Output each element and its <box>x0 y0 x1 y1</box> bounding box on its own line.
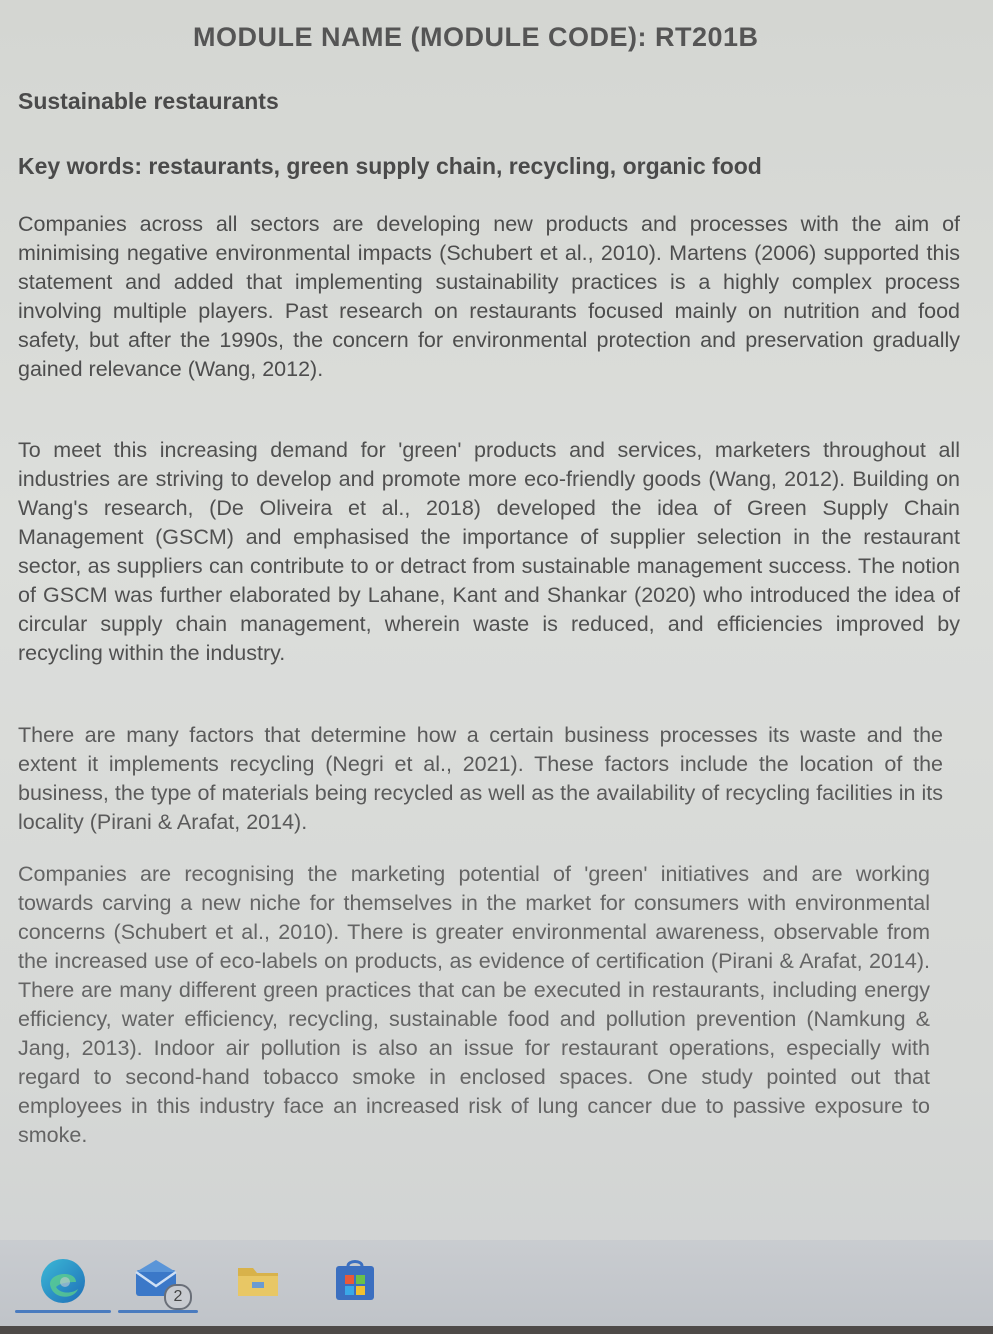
module-title: MODULE NAME (MODULE CODE): RT201B <box>193 22 759 52</box>
paragraph: Companies across all sectors are developing new products and processes with the aim of minimising negative environmental impacts (Schubert et al., 2010). Martens (2006) supported this statement and added that implementing sustainability practices is a highly complex process involving multiple players. Past research on restaurants focused mainly on nutrition and food safety, but after the 1990s, the concern for environmental protection and preservation gradually gained relevance (Wang, 2012). <box>18 212 960 381</box>
paragraph: To meet this increasing demand for 'green' products and services, marketers throughout all industries are striving to develop and promote more eco-friendly goods (Wang, 2012). Building on Wang's research, (De Oliveira et al., 2018) developed the idea of Green Supply Chain Management (GSCM) and emphasised the importance of supplier selection in the restaurant sector, as suppliers can contribute to or detract from sustainable management success. The notion of GSCM was further elaborated by Lahane, Kant and Shankar (2020) who introduced the idea of circular supply chain management, wherein waste is reduced, and efficiencies improved by recycling within the industry. <box>18 438 960 665</box>
store-icon <box>330 1256 380 1306</box>
active-indicator <box>118 1310 198 1313</box>
document-title: Sustainable restaurants <box>18 88 279 114</box>
folder-icon <box>233 1256 283 1306</box>
mail-button[interactable] <box>132 1256 182 1306</box>
paragraph: Companies are recognising the marketing potential of 'green' initiatives and are working towards carving a new niche for themselves in the market for consumers with environmental concerns (Schubert et al., 2010). There is greater environmental awareness, observable from the increased use of eco-labels on products, as evidence of certification (Pirani & Arafat, 2014). There are many different green practices that can be executed in restaurants, including energy efficiency, water efficiency, recycling, sustainable food and pollution prevention (Namkung & Jang, 2013). Indoor air pollution is also an issue for restaurant operations, especially with regard to second-hand tobacco smoke in enclosed spaces. One study pointed out that employees in this industry face an increased risk of lung cancer due to passive exposure to smoke. <box>18 862 930 1147</box>
edge-browser-button[interactable] <box>38 1256 88 1306</box>
taskbar <box>0 1240 993 1334</box>
edge-icon <box>38 1256 88 1306</box>
active-indicator <box>15 1310 111 1313</box>
screen-bezel <box>0 1326 993 1334</box>
document-page <box>18 18 963 1228</box>
paragraph: There are many factors that determine how a certain business processes its waste and the extent it implements recycling (Negri et al., 2021). These factors include the location of the business, the type of materials being recycled as well as the availability of recycling facilities in its locality (Pirani & Arafat, 2014). <box>18 723 943 834</box>
store-button[interactable] <box>330 1256 380 1306</box>
keywords-line: Key words: restaurants, green supply chain, recycling, organic food <box>18 153 762 179</box>
mail-badge: 2 <box>164 1284 192 1310</box>
file-explorer-button[interactable] <box>233 1256 283 1306</box>
